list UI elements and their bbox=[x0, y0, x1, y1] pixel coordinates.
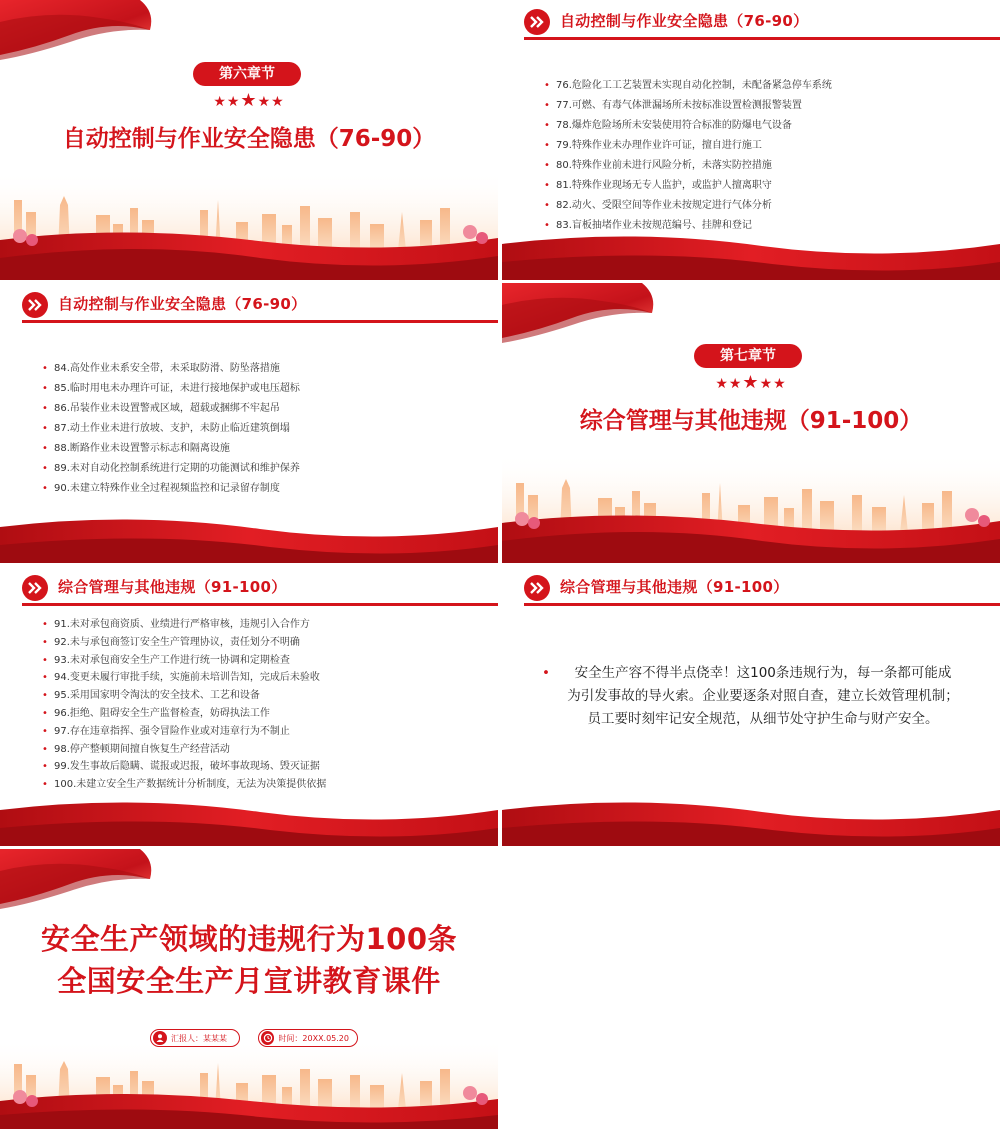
list-item: • 93.未对承包商安全生产工作进行统一协调和定期检查 bbox=[42, 652, 482, 670]
list-item: • 97.存在违章指挥、强令冒险作业或对违章行为不制止 bbox=[42, 723, 482, 741]
list-item: • 86.吊装作业未设置警戒区域，超载或捆绑不牢起吊 bbox=[42, 399, 482, 419]
list-item: • 83.盲板抽堵作业未按规范编号、挂牌和登记 bbox=[544, 216, 984, 236]
list-item: • 82.动火、受限空间等作业未按规定进行气体分析 bbox=[544, 196, 984, 216]
list-item: • 89.未对自动化控制系统进行定期的功能测试和维护保养 bbox=[42, 459, 482, 479]
list-item: • 88.断路作业未设置警示标志和隔离设施 bbox=[42, 439, 482, 459]
list-item: • 91.未对承包商资质、业绩进行严格审核，违规引入合作方 bbox=[42, 616, 482, 634]
list-item: • 100.未建立安全生产数据统计分析制度，无法为决策提供依据 bbox=[42, 776, 482, 794]
list-item: • 99.发生事故后隐瞒、谎报或迟报，破坏事故现场、毁灭证据 bbox=[42, 758, 482, 776]
list-item: • 95.采用国家明令淘汰的安全技术、工艺和设备 bbox=[42, 687, 482, 705]
red-wave-decoration bbox=[0, 566, 498, 846]
list-item: • 78.爆炸危险场所未安装使用符合标准的防爆电气设备 bbox=[544, 116, 984, 136]
clock-icon bbox=[261, 1031, 274, 1045]
red-wave-decoration bbox=[502, 0, 1000, 280]
time-pill bbox=[258, 1029, 358, 1047]
chapter-title: 综合管理与其他违规（91-100） bbox=[579, 408, 923, 434]
summary-line: 为引发事故的导火索。企业要逐条对照自查，建立长效管理机制； bbox=[567, 688, 959, 704]
cover-title-line-2: 全国安全生产月宣讲教育课件 bbox=[57, 964, 441, 998]
rating-stars: ★★★★★ bbox=[715, 372, 787, 393]
slide-chapter-7[interactable] bbox=[502, 283, 1000, 563]
person-icon bbox=[153, 1031, 167, 1045]
slide-header-title: 自动控制与作业安全隐患（76-90） bbox=[560, 12, 809, 30]
list-item: • 98.停产整顿期间擅自恢复生产经营活动 bbox=[42, 741, 482, 759]
bullet-dot: • bbox=[542, 665, 550, 681]
slide-chapter-6[interactable] bbox=[0, 0, 498, 280]
slide-items-84-90[interactable] bbox=[0, 283, 498, 563]
slide-header-title: 综合管理与其他违规（91-100） bbox=[58, 578, 287, 596]
slide-items-76-83[interactable] bbox=[502, 0, 1000, 280]
chapter-badge: 第七章节 bbox=[694, 344, 802, 368]
list-item: • 77.可燃、有毒气体泄漏场所未按标准设置检测报警装置 bbox=[544, 96, 984, 116]
list-item: • 94.变更未履行审批手续，实施前未培训告知，完成后未验收 bbox=[42, 669, 482, 687]
list-item: • 92.未与承包商签订安全生产管理协议，责任划分不明确 bbox=[42, 634, 482, 652]
list-item: • 84.高处作业未系安全带，未采取防滑、防坠落措施 bbox=[42, 359, 482, 379]
list-item: • 90.未建立特殊作业全过程视频监控和记录留存制度 bbox=[42, 479, 482, 499]
slide-header-title: 综合管理与其他违规（91-100） bbox=[560, 578, 789, 596]
reporter-text: 汇报人：某某某 bbox=[171, 1033, 227, 1043]
list-item: • 76.危险化工工艺装置未实现自动化控制，未配备紧急停车系统 bbox=[544, 76, 984, 96]
time-text: 时间：20XX.05.20 bbox=[278, 1033, 349, 1043]
slide-header-title: 自动控制与作业安全隐患（76-90） bbox=[58, 295, 307, 313]
cover-title-line-1: 安全生产领域的违规行为100条 bbox=[40, 922, 458, 956]
chapter-badge: 第六章节 bbox=[193, 62, 301, 86]
summary-line: 员工要时刻牢记安全规范，从细节处守护生命与财产安全。 bbox=[587, 711, 939, 727]
slide-cover[interactable] bbox=[0, 849, 498, 1129]
list-item: • 87.动土作业未进行放坡、支护，未防止临近建筑倒塌 bbox=[42, 419, 482, 439]
red-wave-decoration bbox=[502, 566, 1000, 846]
slide-summary[interactable] bbox=[502, 566, 1000, 846]
list-item: • 79.特殊作业未办理作业许可证，擅自进行施工 bbox=[544, 136, 984, 156]
summary-line: 安全生产容不得半点侥幸！这100条违规行为，每一条都可能成 bbox=[574, 665, 952, 681]
rating-stars: ★★★★★ bbox=[213, 90, 285, 111]
slide-items-91-100[interactable] bbox=[0, 566, 498, 846]
list-item: • 80.特殊作业前未进行风险分析，未落实防控措施 bbox=[544, 156, 984, 176]
list-item: • 96.拒绝、阻碍安全生产监督检查，妨碍执法工作 bbox=[42, 705, 482, 723]
red-wave-decoration bbox=[0, 283, 498, 563]
reporter-pill bbox=[150, 1029, 240, 1047]
list-item: • 85.临时用电未办理许可证，未进行接地保护或电压超标 bbox=[42, 379, 482, 399]
list-item: • 81.特殊作业现场无专人监护，或监护人擅离职守 bbox=[544, 176, 984, 196]
chapter-title: 自动控制与作业安全隐患（76-90） bbox=[62, 126, 436, 152]
